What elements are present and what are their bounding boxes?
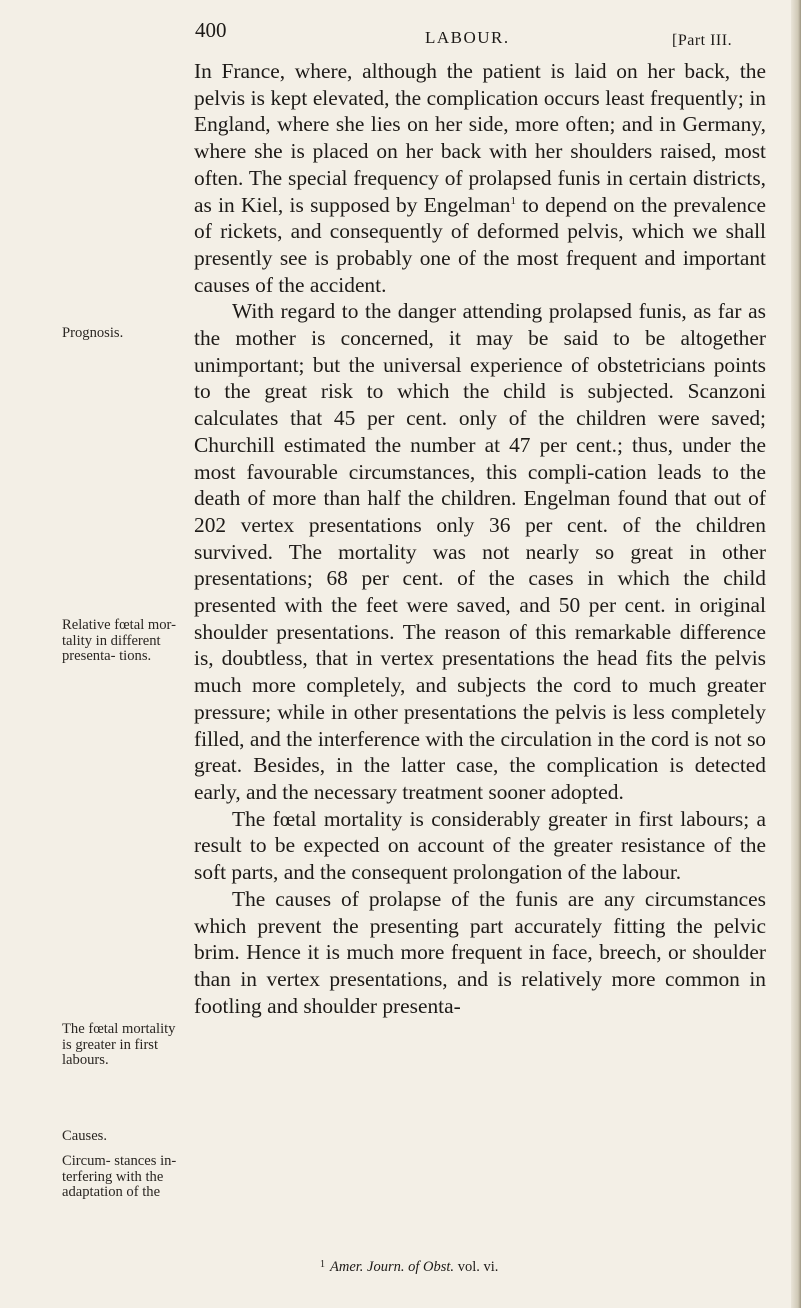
margin-note-causes: Causes. [62, 1128, 107, 1144]
part-label: [Part III. [672, 32, 733, 49]
margin-note-prognosis: Prognosis. [62, 325, 124, 341]
paragraph-first-labours: The fœtal mortality is considerably greater in first labours; a result to be expected on account of the greater resistance of the soft parts, and the consequent prolongation of the labour. [194, 806, 766, 885]
margin-note-relative-mortality: Relative fœtal mor- tality in different presenta- tions. [62, 617, 176, 665]
page-edge-shadow [791, 0, 801, 1308]
footnote-volume: vol. vi. [454, 1259, 499, 1275]
margin-note-first-labours: The fœtal mortality is greater in first labours. [62, 1021, 176, 1069]
page-number: 400 [195, 18, 227, 42]
page-header [0, 18, 801, 58]
footnote-marker: 1 [320, 1259, 325, 1270]
paragraph-prognosis: With regard to the danger attending prolapsed funis, as far as the mother is concerned, it may be said to be altogether unimportant; but the universal experience of obstetricians points to the great risk to which the child is subjected. Scanzoni calculates that 45 per cent. only of the children were saved; Churchill estimated the number at 47 per cent.; thus, under the most favourable circumstances, this compli-cation leads to the death of more than half the children. Engelman found that out of 202 vertex presentations only 36 per cent. of the children survived. The mortality was not nearly so great in other presentations; 68 per cent. of the cases in which the child presented with the feet were saved, and 50 per cent. in original shoulder presentations. The reason of this remarkable difference is, doubtless, that in vertex presentations the head fits the pelvis much more completely, and subjects the cord to much greater pressure; while in other presentations the pelvis is less completely filled, and the interference with the circulation in the cord is not so great. Besides, in the latter case, the complication is detected early, and the necessary treatment sooner adopted. [194, 299, 766, 804]
footnote-ref: 1 [510, 194, 516, 207]
paragraph-causes: The causes of prolapse of the funis are any circumstances which prevent the presenting part accurately fitting the pelvic brim. Hence it is much more frequent in face, breech, or shoulder than in vertex presentations, and is relatively more common in footling and shoulder presenta- [194, 886, 766, 1018]
running-title: LABOUR. [425, 28, 510, 47]
footnote-citation: Amer. Journ. of Obst. [330, 1259, 455, 1275]
footnote [320, 1256, 760, 1276]
margin-note-circumstances: Circum- stances in- terfering with the adaptation of the [62, 1153, 177, 1201]
main-text [194, 58, 766, 1019]
paragraph-france: In France, where, although the patient is laid on her back, the pelvis is kept elevated, the complication occurs least frequently; in England, where she lies on her side, more often; and in Germany, where she is placed on her back with her shoulders raised, most often. The special frequency of prolapsed funis in certain districts, as in Kiel, is supposed by Engelman$^1$ to depend on the prevalence of rickets, and consequently of deformed pelvis, which we shall presently see is probably one of the most frequent and important causes of the accident. [194, 59, 766, 297]
